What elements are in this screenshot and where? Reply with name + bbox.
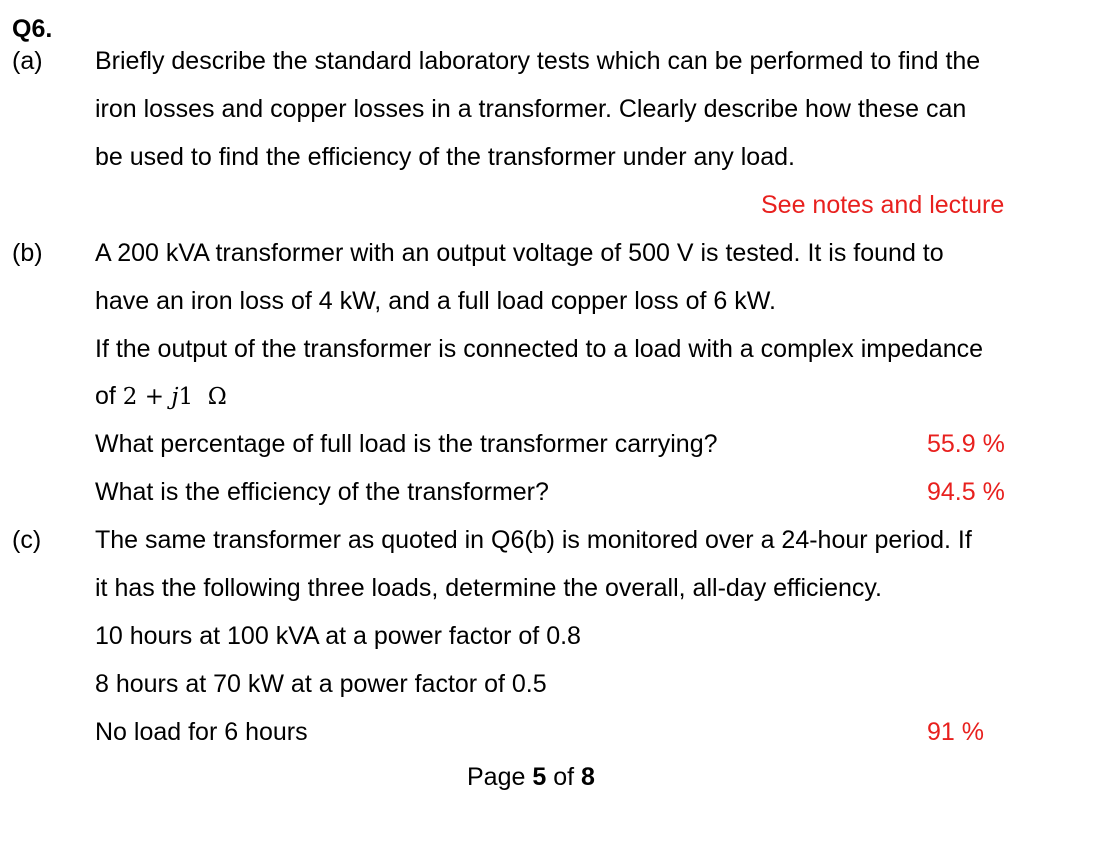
part-c-line-1: The same transformer as quoted in Q6(b) is monitored over a 24-hour period. If: [95, 526, 972, 554]
part-b-line-1: A 200 kVA transformer with an output voltage of 500 V is tested. It is found to: [95, 239, 944, 267]
part-b-label: (b): [12, 239, 43, 267]
part-c-label: (c): [12, 526, 42, 554]
impedance-imag: 1: [178, 384, 194, 410]
part-b-line-2: have an iron loss of 4 kW, and a full load copper loss of 6 kW.: [95, 287, 776, 315]
load-item-1: 10 hours at 100 kVA at a power factor of 0.8: [95, 622, 581, 650]
impedance-expression: [95, 381, 227, 412]
part-a-line-2: iron losses and copper losses in a transformer. Clearly describe how these can: [95, 95, 967, 123]
part-b-line-3: If the output of the transformer is connected to a load with a complex impedance: [95, 335, 984, 363]
page-total: 8: [581, 763, 595, 791]
part-c-line-2: it has the following three loads, determine the overall, all-day efficiency.: [95, 574, 882, 602]
part-b-question-1: What percentage of full load is the transformer carrying?: [95, 430, 718, 458]
page-footer: [467, 762, 595, 792]
of-word: of: [553, 763, 575, 791]
load-item-3: No load for 6 hours: [95, 718, 308, 746]
part-b-answer-1: 55.9 %: [927, 430, 1005, 458]
ohm-symbol: Ω: [207, 384, 227, 410]
page-current: 5: [532, 763, 547, 791]
part-a-line-1: Briefly describe the standard laboratory tests which can be performed to find the: [95, 47, 981, 75]
impedance-j: j: [171, 384, 179, 410]
page-word: Page: [467, 763, 526, 791]
part-a-label: (a): [12, 47, 43, 75]
impedance-prefix: of: [95, 382, 123, 410]
part-a-answer: See notes and lecture: [761, 191, 1005, 219]
part-c-answer: 91 %: [927, 718, 984, 746]
part-a-line-3: be used to find the efficiency of the transformer under any load.: [95, 143, 795, 171]
load-item-2: 8 hours at 70 kW at a power factor of 0.5: [95, 670, 547, 698]
part-b-question-2: What is the efficiency of the transformer?: [95, 478, 549, 506]
question-number: Q6.: [12, 15, 53, 43]
impedance-math: [123, 384, 227, 410]
part-b-answer-2: 94.5 %: [927, 478, 1005, 506]
impedance-real: 2: [122, 384, 138, 410]
impedance-op: +: [144, 384, 165, 410]
